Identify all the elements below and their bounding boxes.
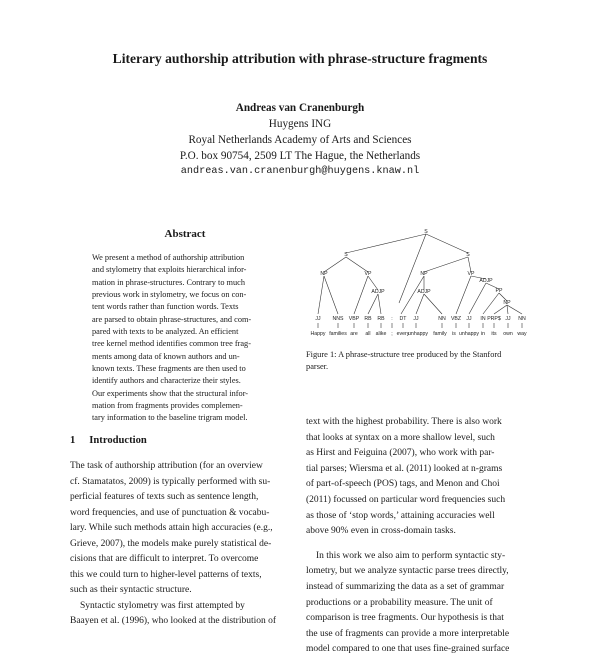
abstract-text (92, 252, 280, 425)
tree-word: is (452, 331, 456, 337)
tree-word: are (350, 331, 358, 337)
body-line: The task of authorship attribution (for an overview (70, 461, 263, 471)
tree-node: ADJP (371, 289, 385, 295)
tree-word: Happy (310, 331, 326, 337)
body-line: that looks at syntax on a more shallow level, such (306, 432, 495, 443)
tree-node: NP (420, 271, 428, 277)
pos-tag: : (391, 316, 393, 322)
abstract-line: tent words rather than function words. Texts (92, 302, 239, 312)
phrase-structure-tree-figure (306, 224, 532, 344)
abstract-line: known texts. These fragments are then used to (92, 364, 246, 374)
tree-word: its (491, 331, 497, 337)
body-line: above 90% even in cross-domain tasks. (306, 526, 456, 537)
body-line: such as their syntactic structure. (70, 585, 192, 595)
tree-word: way (517, 331, 527, 337)
introduction-text (70, 459, 294, 630)
abstract-line: ments among data of known authors and un- (92, 351, 240, 361)
caption-line: parser. (306, 362, 329, 371)
author-name: Andreas van Cranenburgh (235, 102, 365, 114)
abstract-line: are parsed to obtain phrase-structures, and com- (92, 314, 252, 324)
abstract-line: Our experiments show that the structural infor- (92, 388, 249, 398)
pos-tag: PRP$ (487, 316, 501, 322)
tree-node: PP (495, 288, 503, 294)
body-line: as those of ‘stop words,’ attaining accuracies well (306, 510, 495, 521)
paper-title: Literary authorship attribution with phrase-structure fragments (112, 51, 488, 66)
abstract-line: identify authors and characterize their styles. (92, 376, 241, 386)
body-line: Grieve, 2007), the models make purely statistical de- (70, 538, 272, 549)
section-title: Introduction (89, 435, 147, 446)
tree-node: ADJP (479, 278, 493, 284)
author-affiliation: Huygens ING (268, 118, 332, 130)
tree-word: ; (391, 331, 393, 337)
body-line: word frequencies, and use of punctuation & vocabu- (70, 507, 270, 518)
body-line: as Hirst and Feiguina (2007), who work with par- (306, 448, 495, 459)
body-line: cisions that are difficult to interpret. To overcome (70, 554, 259, 564)
tree-node: NP (320, 271, 328, 277)
tree-node: S (466, 252, 470, 258)
body-line: tial parses; Wiersma et al. (2011) looked at n-grams (306, 463, 503, 474)
pos-tag: JJ (315, 316, 321, 322)
body-line: comparison is tree fragments. Our hypothesis is that (306, 613, 504, 624)
body-line: lometry, but we analyze syntactic parse trees directly, (306, 566, 509, 577)
pos-tag: IN (480, 316, 486, 322)
tree-node: ADJP (417, 289, 431, 295)
tree-node: S (344, 252, 348, 258)
pos-tag: RB (364, 316, 372, 322)
abstract-line: tary information to the baseline trigram model. (92, 413, 248, 423)
body-line: productions or a probability measure. The unit of (306, 597, 493, 608)
tree-word: families (329, 331, 347, 337)
body-line: cf. Stamatatos, 2009) is typically performed with su- (70, 476, 271, 487)
right-column-text (306, 415, 530, 658)
body-line: this we could turn to higher-level patterns of texts, (70, 569, 262, 580)
tree-word: all (365, 331, 371, 337)
tree-word: family (433, 331, 447, 337)
body-line: model compared to one that uses fine-grained surface (306, 644, 510, 655)
pos-tag: NN (438, 316, 446, 322)
pos-tag: DT (399, 316, 407, 322)
body-line: text with the highest probability. There is also work (306, 417, 502, 427)
abstract-line: mation from fragments provides complemen- (92, 401, 243, 411)
tree-pos-tags (315, 316, 526, 322)
figure-caption (306, 349, 534, 373)
caption-line: Figure 1: A phrase-structure tree produced by the Stanford (306, 350, 502, 359)
tree-node: VP (467, 271, 475, 277)
tree-word-ticks (318, 323, 522, 328)
author-email[interactable]: andreas.van.cranenburgh@huygens.knaw.nl (180, 166, 420, 177)
body-line: instead of summarizing the data as a set of grammar (306, 581, 505, 592)
pos-tag: NN (518, 316, 526, 322)
pos-tag: JJ (505, 316, 511, 322)
pos-tag: RB (377, 316, 385, 322)
tree-word: unhappy (408, 331, 428, 337)
abstract-line: mation in phrase-structures. Contrary to much (92, 277, 245, 287)
body-line: of part-of-speech (POS) tags, and Menon and Choi (306, 479, 500, 490)
author-institution: Royal Netherlands Academy of Arts and Sciences (188, 134, 412, 146)
tree-node: NP (503, 300, 511, 306)
section-heading-introduction (70, 435, 147, 446)
body-line: Syntactic stylometry was first attempted by (80, 600, 245, 611)
pos-tag: VBP (348, 316, 360, 322)
tree-word: in (480, 331, 486, 337)
body-line: (2011) focussed on particular word frequencies such (306, 494, 506, 505)
tree-node: S (424, 229, 428, 235)
body-line: perficial features of texts such as sentence length, (70, 492, 259, 502)
tree-words (311, 331, 528, 337)
body-line: the use of fragments can provide a more interpretable (306, 628, 510, 639)
section-number: 1 (70, 435, 76, 446)
pos-tag: NNS (332, 316, 344, 322)
abstract-heading: Abstract (164, 228, 206, 240)
tree-word: own (503, 331, 513, 337)
abstract-line: previous work in stylometry, we focus on con- (92, 290, 247, 300)
abstract-line: pared with texts to be analyzed. An efficient (92, 327, 239, 337)
abstract-line: and stylometry that exploits hierarchical infor- (92, 265, 247, 275)
body-line: Baayen et al. (1996), who looked at the distribution of (70, 616, 277, 626)
abstract-line: We present a method of authorship attribution (92, 253, 245, 262)
tree-word: every (396, 331, 410, 337)
tree-word: alike (375, 331, 387, 337)
author-address: P.O. box 90754, 2509 LT The Hague, the Netherlands (179, 150, 421, 162)
tree-node: VP (364, 271, 372, 277)
author-block (0, 100, 600, 180)
tree-nodes (320, 229, 511, 306)
tree-word: unhappy (459, 331, 479, 337)
abstract-line: tree kernel method identifies common tree frag- (92, 339, 251, 349)
pos-tag: JJ (466, 316, 472, 322)
pos-tag: JJ (413, 316, 419, 322)
body-line: In this work we also aim to perform syntactic sty- (316, 550, 506, 561)
body-line: lary. While such methods attain high accuracies (e.g., (70, 523, 273, 533)
pos-tag: VBZ (450, 316, 462, 322)
